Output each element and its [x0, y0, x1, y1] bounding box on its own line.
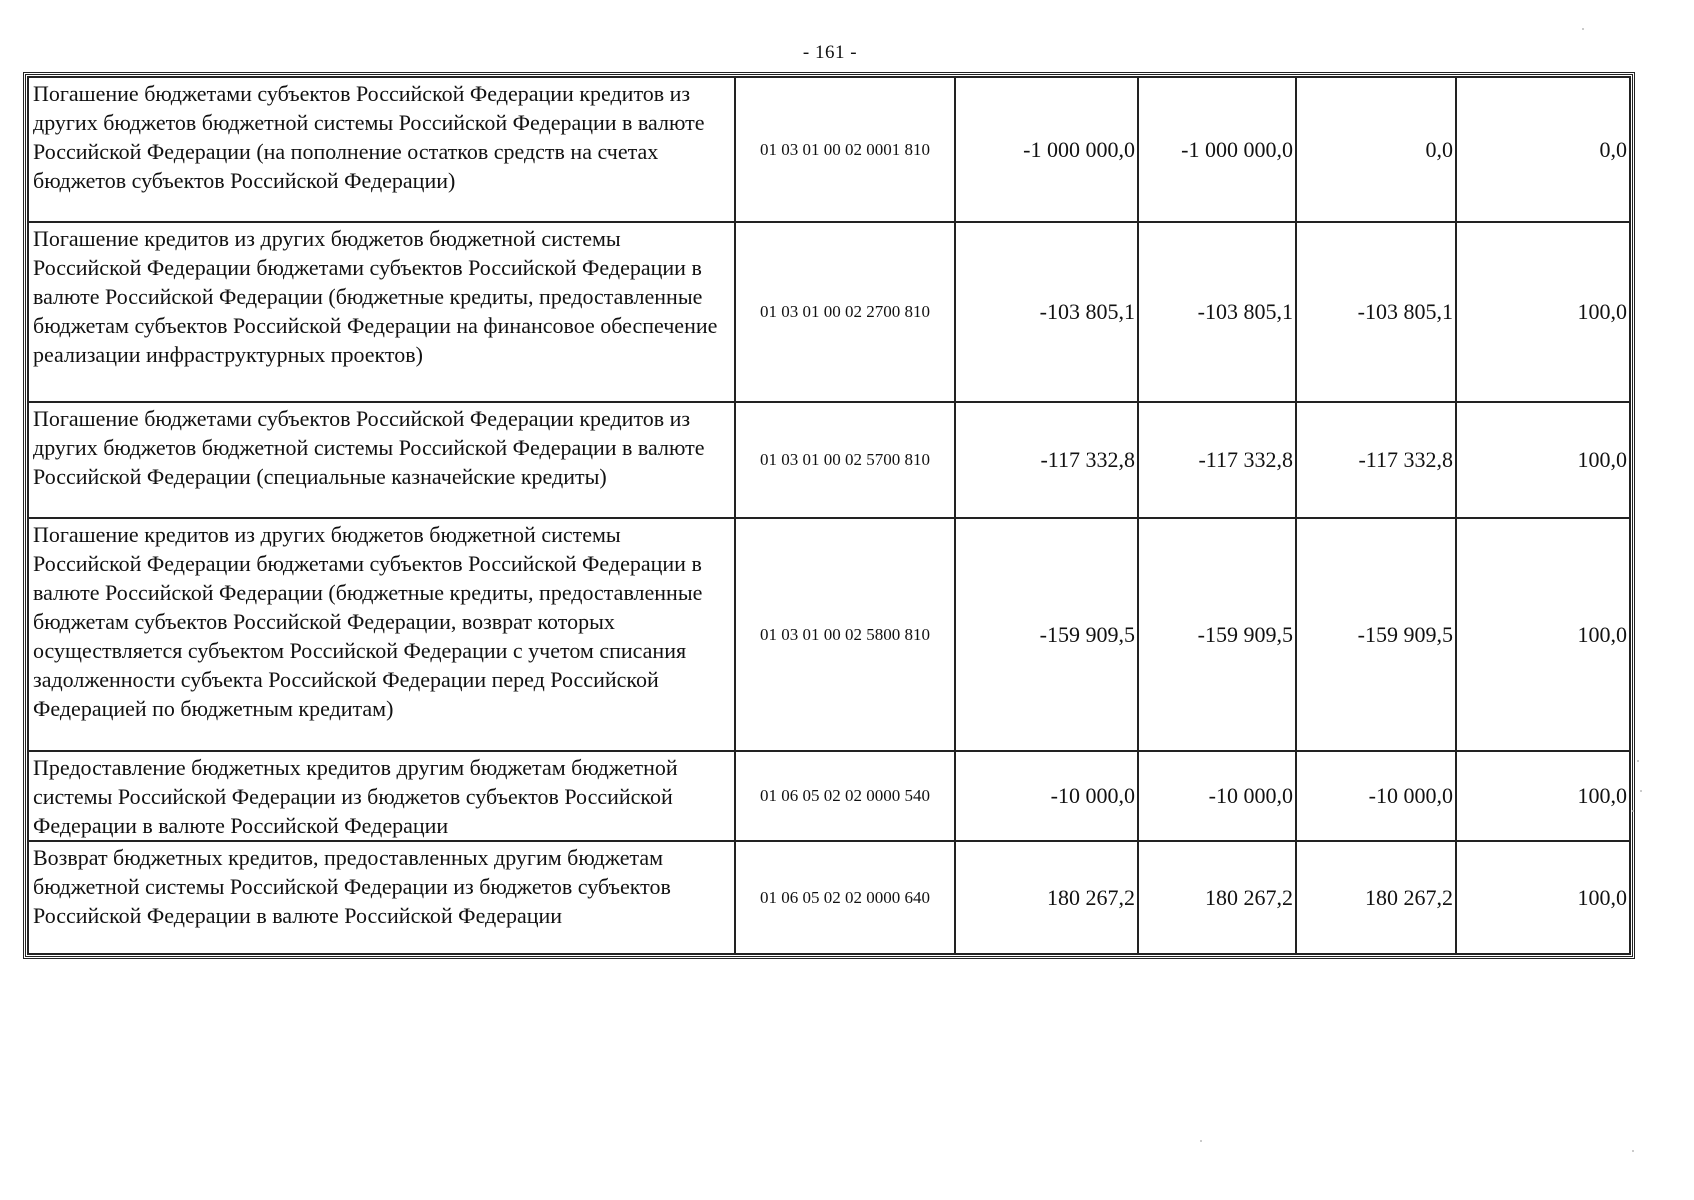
- table-row: [28, 841, 1630, 954]
- row-value-1: 180 267,2: [955, 841, 1138, 954]
- row-name: Погашение бюджетами субъектов Российской Федерации кредитов из других бюджетов бюджетной системы Российской Федерации в валюте Российской Федерации (на пополнение остатков средств на счетах бюджетов субъектов Российской Федерации): [28, 77, 735, 222]
- table-row: [28, 77, 1630, 222]
- row-name: Погашение кредитов из других бюджетов бюджетной системы Российской Федерации бюджетами субъектов Российской Федерации в валюте Российской Федерации (бюджетные кредиты, предоставленные бюджетам субъектов Российской Федерации на финансовое обеспечение реализации инфраструктурных проектов): [28, 222, 735, 402]
- scan-speck: [1640, 790, 1642, 792]
- table-row: [28, 751, 1630, 841]
- row-value-3: 180 267,2: [1296, 841, 1456, 954]
- row-name: Возврат бюджетных кредитов, предоставленных другим бюджетам бюджетной системы Российской Федерации из бюджетов субъектов Российской Федерации в валюте Российской Федерации: [28, 841, 735, 954]
- scan-speck: [1632, 810, 1634, 812]
- scan-speck: [1582, 28, 1584, 30]
- page-number: - 161 -: [802, 42, 858, 63]
- row-value-3: -159 909,5: [1296, 518, 1456, 751]
- row-percent: 100,0: [1456, 222, 1630, 402]
- budget-sources-table: [27, 76, 1631, 955]
- table-row: [28, 222, 1630, 402]
- row-value-2: 180 267,2: [1138, 841, 1296, 954]
- row-code: 01 06 05 02 02 0000 540: [735, 751, 955, 841]
- row-value-2: -117 332,8: [1138, 402, 1296, 518]
- row-value-2: -103 805,1: [1138, 222, 1296, 402]
- row-value-3: -10 000,0: [1296, 751, 1456, 841]
- row-name: Предоставление бюджетных кредитов другим бюджетам бюджетной системы Российской Федерации из бюджетов субъектов Российской Федерации в валюте Российской Федерации: [28, 751, 735, 841]
- scan-speck: [1637, 760, 1639, 762]
- row-value-3: -103 805,1: [1296, 222, 1456, 402]
- scan-speck: [1200, 1140, 1202, 1142]
- row-code: 01 03 01 00 02 5800 810: [735, 518, 955, 751]
- row-value-2: -159 909,5: [1138, 518, 1296, 751]
- row-value-1: -1 000 000,0: [955, 77, 1138, 222]
- row-percent: 100,0: [1456, 518, 1630, 751]
- row-name: Погашение бюджетами субъектов Российской Федерации кредитов из других бюджетов бюджетной системы Российской Федерации в валюте Российской Федерации (специальные казначейские кредиты): [28, 402, 735, 518]
- row-value-1: -117 332,8: [955, 402, 1138, 518]
- row-code: 01 03 01 00 02 5700 810: [735, 402, 955, 518]
- row-value-2: -1 000 000,0: [1138, 77, 1296, 222]
- row-code: 01 03 01 00 02 0001 810: [735, 77, 955, 222]
- row-percent: 100,0: [1456, 841, 1630, 954]
- row-name: Погашение кредитов из других бюджетов бюджетной системы Российской Федерации бюджетами субъектов Российской Федерации в валюте Российской Федерации (бюджетные кредиты, предоставленные бюджетам субъектов Российской Федерации, возврат которых осуществляется субъектом Российской Федерации с учетом списания задолженности субъекта Российской Федерации перед Российской Федерацией по бюджетным кредитам): [28, 518, 735, 751]
- row-value-1: -159 909,5: [955, 518, 1138, 751]
- table-row: [28, 518, 1630, 751]
- row-percent: 100,0: [1456, 402, 1630, 518]
- row-value-3: -117 332,8: [1296, 402, 1456, 518]
- scan-speck: [1632, 1150, 1634, 1152]
- row-code: 01 03 01 00 02 2700 810: [735, 222, 955, 402]
- table-row: [28, 402, 1630, 518]
- row-value-1: -10 000,0: [955, 751, 1138, 841]
- row-value-1: -103 805,1: [955, 222, 1138, 402]
- row-percent: 0,0: [1456, 77, 1630, 222]
- row-code: 01 06 05 02 02 0000 640: [735, 841, 955, 954]
- row-value-2: -10 000,0: [1138, 751, 1296, 841]
- row-value-3: 0,0: [1296, 77, 1456, 222]
- row-percent: 100,0: [1456, 751, 1630, 841]
